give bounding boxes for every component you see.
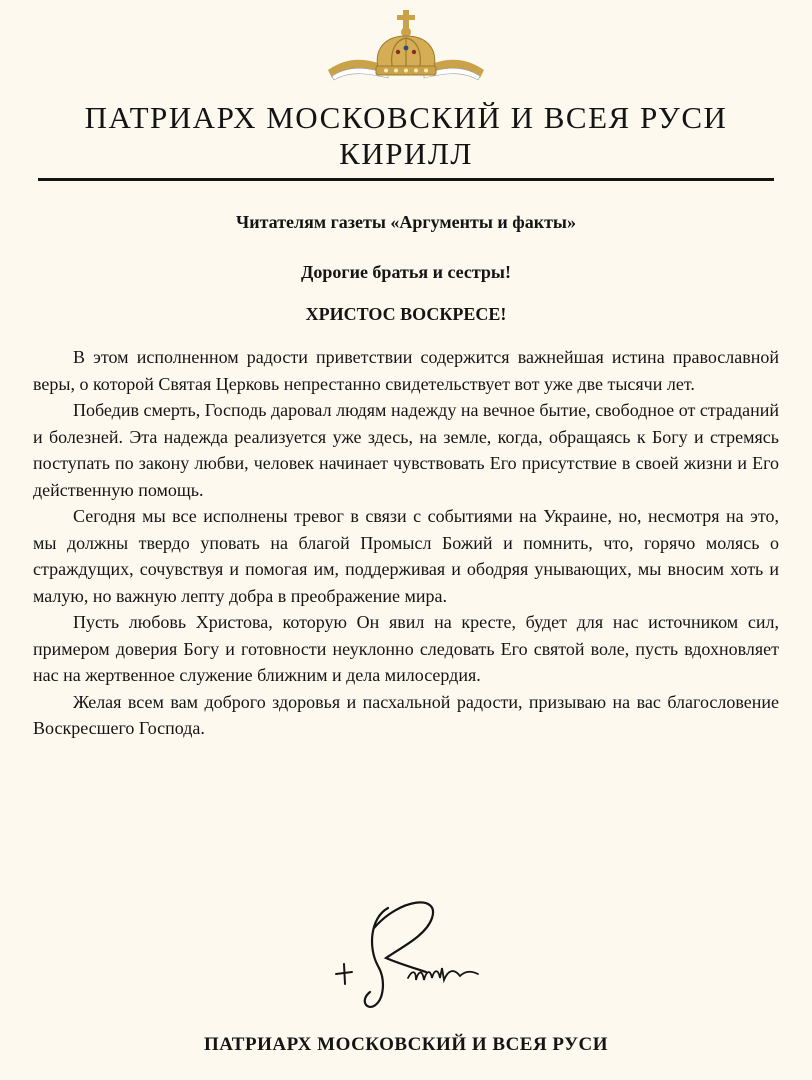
letter-paragraph: В этом исполненном радости приветствии содержится важнейшая истина православной веры, о которой Святая Церковь непрестанно свидетельствует вот уже две тысячи лет.	[33, 347, 779, 394]
letter-body	[33, 344, 779, 742]
handwritten-signature-icon	[330, 888, 490, 1018]
footer-title: ПАТРИАРХ МОСКОВСКИЙ И ВСЕЯ РУСИ	[203, 1034, 609, 1055]
letter-paragraph: Сегодня мы все исполнены тревог в связи с событиями на Украине, но, несмотря на это, мы должны твердо уповать на благой Промысл Божий и помнить, что, горячо молясь о страждущих, сочувствуя и помогая им, поддерживая и ободряя унывающих, мы вносим хоть и малую, но важную лепту добра в преображение мира.	[33, 506, 779, 606]
patriarch-crown-icon	[326, 8, 486, 88]
letter-addressee: Читателям газеты «Аргументы и факты»	[236, 212, 576, 232]
letter-paragraph: Победив смерть, Господь даровал людям надежду на вечное бытие, свободное от страданий и болезней. Эта надежда реализуется уже здесь, на земле, когда, обращаясь к Богу и стремясь поступать по закону любви, человек начинает чувствовать Его присутствие в своей жизни и Его действенную помощь.	[33, 400, 779, 500]
letter-greeting: Дорогие братья и сестры!	[301, 262, 511, 282]
letterhead-title: ПАТРИАРХ МОСКОВСКИЙ И ВСЕЯ РУСИ	[84, 100, 728, 135]
letterhead-divider	[38, 178, 774, 181]
letterhead-name: КИРИЛЛ	[339, 136, 473, 171]
letter-exclamation: ХРИСТОС ВОСКРЕСЕ!	[305, 304, 507, 324]
letter-paragraph: Пусть любовь Христова, которую Он явил на кресте, будет для нас источником сил, примером доверия Богу и готовности неуклонно следовать Его святой воле, пусть вдохновляет нас на жертвенное служение ближним и дела милосердия.	[33, 612, 779, 685]
letter-paragraph: Желая всем вам доброго здоровья и пасхальной радости, призываю на вас благословение Воскресшего Господа.	[33, 691, 779, 738]
